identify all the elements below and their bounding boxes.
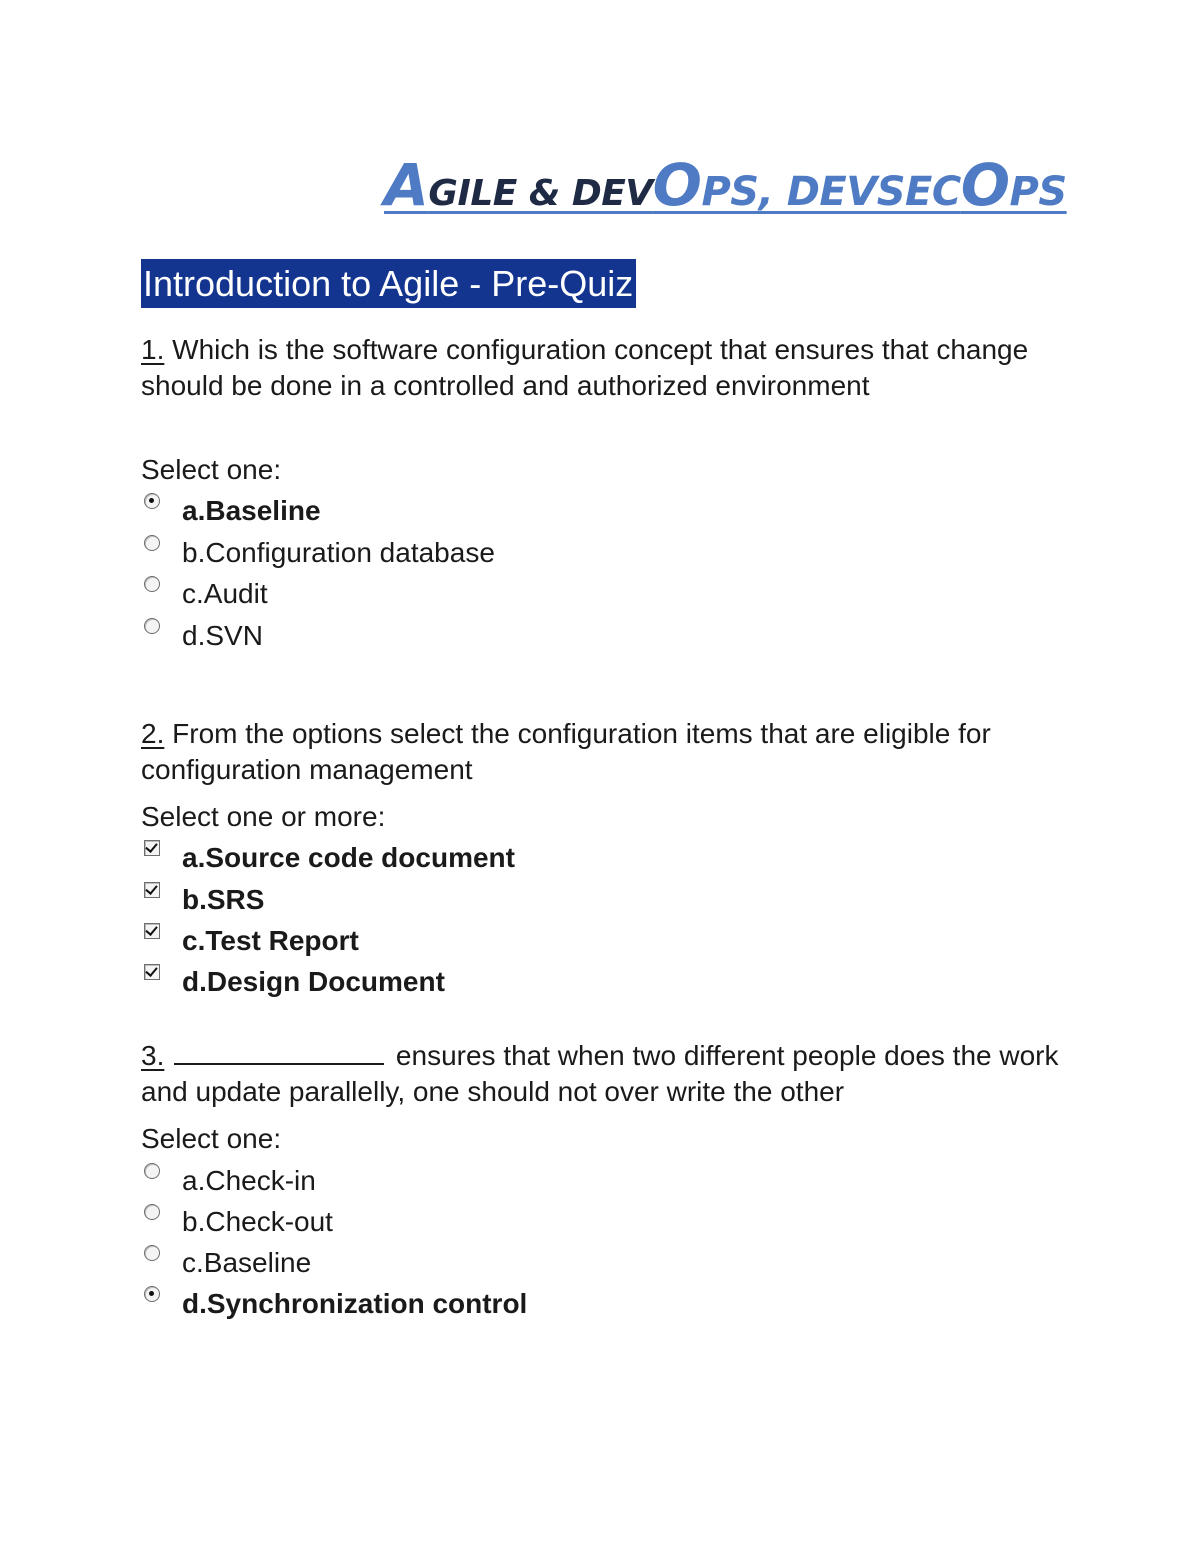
- radio-icon[interactable]: [144, 1163, 160, 1179]
- question-3-text: [141, 1038, 1081, 1110]
- question-2-select-label: Select one or more:: [141, 801, 386, 832]
- checkbox-checked-icon[interactable]: [144, 964, 160, 980]
- radio-selected-icon[interactable]: [144, 1286, 160, 1302]
- title-initial-o-2: O: [960, 151, 1010, 219]
- option-label: a.Baseline: [182, 495, 321, 526]
- question-number: 2.: [141, 718, 165, 749]
- option-label: d.SVN: [182, 620, 263, 651]
- title-initial: A: [384, 151, 429, 219]
- radio-icon[interactable]: [144, 535, 160, 551]
- option-label: d.Synchronization control: [182, 1288, 528, 1319]
- question-body: Which is the software configuration concept that ensures that change should be done in a controlled and authorized environment: [141, 334, 1029, 401]
- quiz-banner: Introduction to Agile - Pre-Quiz: [141, 259, 636, 308]
- question-number: 1.: [141, 334, 165, 365]
- radio-icon[interactable]: [144, 1245, 160, 1261]
- fill-in-blank: [174, 1041, 384, 1065]
- option-label: a.Check-in: [182, 1165, 316, 1196]
- question-spacer: [164, 1040, 172, 1071]
- title-part-2: PS, DEVSEC: [701, 169, 961, 215]
- option-label: d.Design Document: [182, 966, 445, 997]
- radio-icon[interactable]: [144, 576, 160, 592]
- question-body: ensures that when two different people does the work and update parallelly, one should not over write the other: [141, 1040, 1059, 1107]
- question-1-text: [141, 332, 1081, 404]
- checkbox-checked-icon[interactable]: [144, 840, 160, 856]
- title-initial-o-1: O: [652, 151, 702, 219]
- option-label: b.Check-out: [182, 1206, 333, 1237]
- question-3-select-label: Select one:: [141, 1123, 282, 1154]
- option-label: c.Test Report: [182, 925, 359, 956]
- option-label: c.Baseline: [182, 1247, 312, 1278]
- option-label: b.Configuration database: [182, 537, 495, 568]
- radio-selected-icon[interactable]: [144, 493, 160, 509]
- radio-icon[interactable]: [144, 618, 160, 634]
- title-part-1: GILE & DEV: [428, 173, 653, 214]
- option-label: b.SRS: [182, 884, 265, 915]
- checkbox-checked-icon[interactable]: [144, 923, 160, 939]
- checkbox-checked-icon[interactable]: [144, 882, 160, 898]
- title-part-3: PS: [1009, 169, 1067, 215]
- radio-icon[interactable]: [144, 1204, 160, 1220]
- question-1-select-label: Select one:: [141, 454, 282, 485]
- question-body: From the options select the configuration items that are eligible for configuration management: [141, 718, 991, 785]
- option-label: c.Audit: [182, 578, 268, 609]
- document-title: [384, 151, 1067, 219]
- option-label: a.Source code document: [182, 842, 515, 873]
- question-number: 3.: [141, 1040, 165, 1071]
- question-2-text: [141, 716, 1081, 788]
